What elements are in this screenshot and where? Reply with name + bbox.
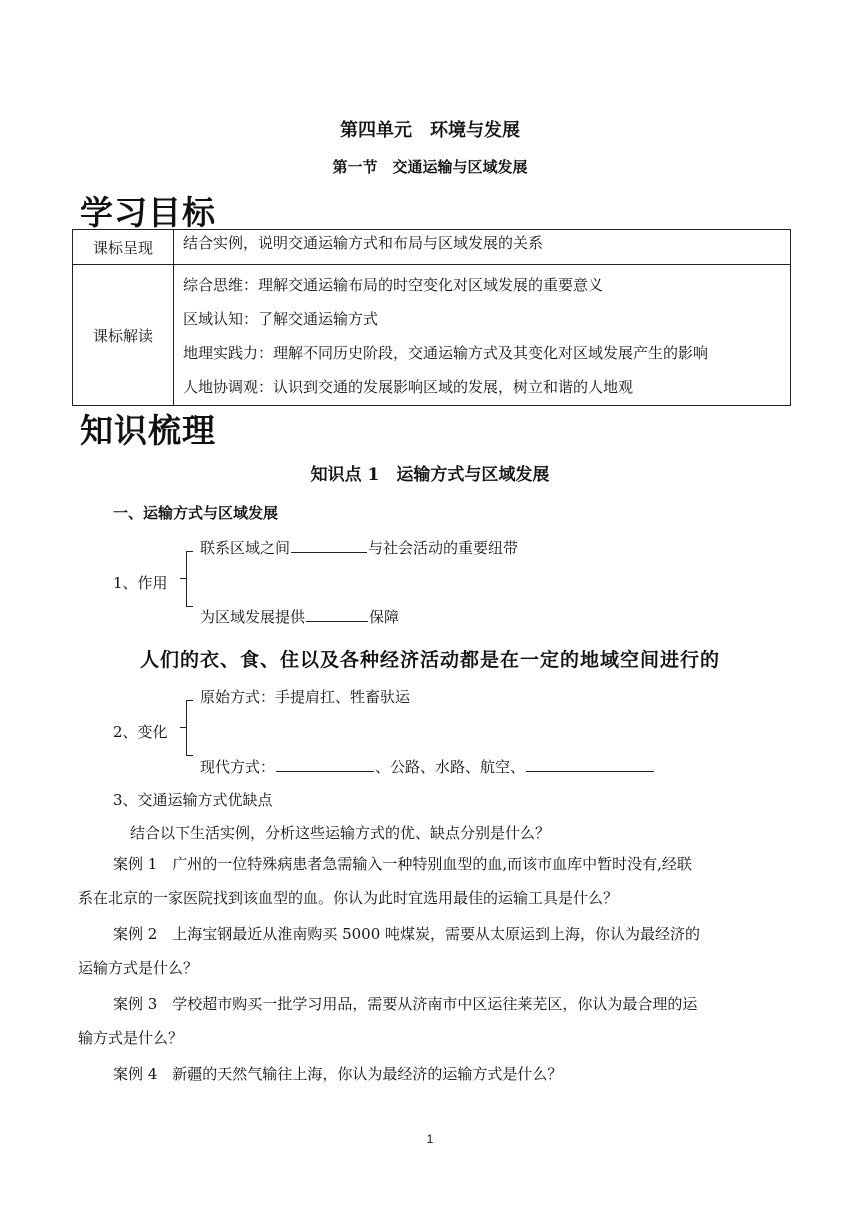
brace-tip [180, 578, 186, 579]
item1-line1-prefix: 联系区域之间 [200, 539, 291, 557]
fill-blank[interactable] [306, 620, 368, 622]
item2-line2-middle: 、公路、水路、航空、 [375, 758, 526, 776]
knowledge-heading: 知识梳理 [80, 411, 216, 450]
learning-goals-table [72, 229, 791, 406]
goal-line: 地理实践力：理解不同历史阶段，交通运输方式及其变化对区域发展产生的影响 [183, 344, 709, 362]
item2-line2 [200, 756, 655, 777]
table-row [73, 265, 791, 406]
case-2-line1: 案例 2 上海宝钢最近从淮南购买 5000 吨煤炭，需要从太原运到上海，你认为最经济的 [113, 925, 701, 943]
fill-blank[interactable] [291, 551, 367, 553]
learning-goals-heading: 学习目标 [80, 193, 216, 232]
case-1-line1: 案例 1 广州的一位特殊病患者急需输入一种特别血型的血,而该市血库中暂时没有,经联 [113, 855, 692, 873]
item3-label: 3、交通运输方式优缺点 [113, 791, 273, 809]
unit-title: 第四单元 环境与发展 [340, 120, 520, 141]
row-value [174, 265, 791, 406]
row-value: 结合实例，说明交通运输方式和布局与区域发展的关系 [174, 230, 791, 265]
fill-blank[interactable] [526, 770, 654, 772]
goal-line: 区域认知：了解交通运输方式 [183, 310, 379, 328]
goal-line: 人地协调观：认识到交通的发展影响区域的发展，树立和谐的人地观 [183, 378, 634, 396]
case-3-line2: 输方式是什么？ [78, 1029, 184, 1047]
item1-line1-suffix: 与社会活动的重要纽带 [368, 539, 519, 557]
knowledge-point-title: 知识点 1 运输方式与区域发展 [310, 465, 550, 485]
page-number: 1 [426, 1132, 434, 1146]
case-2-line2: 运输方式是什么？ [78, 959, 199, 977]
item1-line2-suffix: 保障 [369, 608, 400, 626]
case-1-line2: 系在北京的一家医院找到该血型的血。你认为此时宜选用最佳的运输工具是什么？ [78, 889, 619, 907]
item3-intro: 结合以下生活实例，分析这些运输方式的优、缺点分别是什么？ [130, 824, 551, 842]
fill-blank[interactable] [276, 770, 374, 772]
key-statement: 人们的衣、食、住以及各种经济活动都是在一定的地域空间进行的 [139, 649, 720, 671]
item1-line2 [200, 606, 399, 627]
item1-label: 1、作用 [113, 574, 168, 592]
table-row [73, 230, 791, 265]
row-key: 课标呈现 [73, 230, 174, 265]
brace-icon [186, 551, 193, 607]
item1-line2-prefix: 为区域发展提供 [200, 608, 306, 626]
goal-line: 综合思维：理解交通运输布局的时空变化对区域发展的重要意义 [183, 276, 604, 294]
item1-line1 [200, 537, 518, 558]
item2-line1: 原始方式：手提肩扛、牲畜驮运 [200, 688, 411, 706]
subsection-title: 一、运输方式与区域发展 [113, 504, 279, 522]
case-3-line1: 案例 3 学校超市购买一批学习用品，需要从济南市中区运往莱芜区，你认为最合理的运 [113, 995, 698, 1013]
section-title: 第一节 交通运输与区域发展 [332, 158, 528, 176]
brace-icon [186, 700, 193, 756]
item2-line2-prefix: 现代方式： [200, 758, 276, 776]
brace-tip [180, 727, 186, 728]
row-key: 课标解读 [73, 265, 174, 406]
case-4-line1: 案例 4 新疆的天然气输往上海，你认为最经济的运输方式是什么？ [113, 1065, 563, 1083]
item2-label: 2、变化 [113, 723, 168, 741]
